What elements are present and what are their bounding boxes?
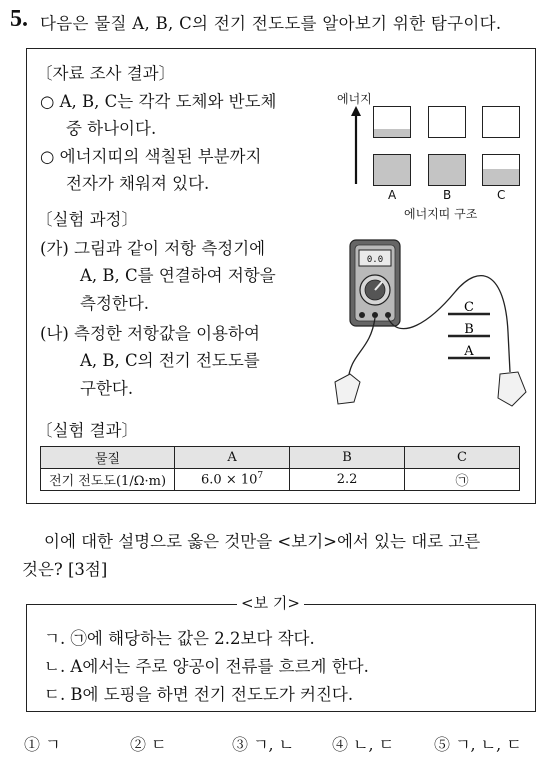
value-a-mantissa: 6.0 × 10	[201, 472, 258, 488]
band-c-lower	[482, 154, 520, 186]
energy-axis-label: 에너지	[337, 92, 372, 106]
results-table	[40, 446, 520, 491]
procedure-step-a-line-1: (가) 그림과 같이 저항 측정기에	[40, 239, 266, 258]
band-label-a: A	[388, 188, 397, 202]
meter-display-text: 0.0	[366, 255, 384, 265]
band-b-lower	[428, 154, 466, 186]
procedure-heading: 〔실험 과정〕	[36, 210, 139, 229]
band-label-c: C	[497, 188, 506, 202]
procedure-step-b-line-3: 구한다.	[80, 379, 134, 398]
value-a-exponent: 7	[257, 471, 264, 482]
prompt-line-2: 것은? [3점]	[22, 560, 108, 579]
band-label-b: B	[443, 188, 452, 202]
band-diagram-caption: 에너지띠 구조	[404, 207, 478, 221]
resistance-meter-illustration	[330, 232, 530, 410]
prompt-line-1: 이에 대한 설명으로 옳은 것만을 <보기>에서 있는 대로 고른	[44, 532, 481, 551]
band-a-upper	[373, 106, 411, 138]
value-b: 2.2	[290, 469, 405, 491]
choice-4[interactable]: ④ ㄴ, ㄷ	[332, 735, 395, 754]
research-bullet-2-line-2: 전자가 채워져 있다.	[66, 174, 210, 193]
procedure-step-a-line-2: A, B, C를 연결하여 저항을	[80, 266, 276, 285]
band-b-upper	[428, 106, 466, 138]
results-header-row	[41, 447, 520, 469]
layer-c-label: C	[464, 300, 474, 315]
question-title: 다음은 물질 A, B, C의 전기 전도도를 알아보기 위한 탐구이다.	[40, 14, 502, 33]
choice-2[interactable]: ② ㄷ	[130, 735, 167, 754]
boki-item-3: ㄷ. B에 도핑을 하면 전기 전도도가 커진다.	[44, 685, 354, 704]
boki-item-1: ㄱ. ㉠에 해당하는 값은 2.2보다 작다.	[44, 629, 315, 648]
header-c: C	[405, 447, 520, 469]
procedure-step-b-line-1: (나) 측정한 저항값을 이용하여	[40, 324, 260, 343]
procedure-step-b-line-2: A, B, C의 전기 전도도를	[80, 351, 260, 370]
research-bullet-1-line-2: 중 하나이다.	[66, 119, 157, 138]
layer-a-label: A	[464, 344, 474, 359]
boki-title: <보 기>	[237, 592, 304, 613]
choice-3[interactable]: ③ ㄱ, ㄴ	[232, 735, 295, 754]
choice-5[interactable]: ⑤ ㄱ, ㄴ, ㄷ	[434, 735, 522, 754]
boki-item-2: ㄴ. A에서는 주로 양공이 전류를 흐르게 한다.	[44, 657, 369, 676]
value-a	[175, 469, 290, 491]
band-c-upper	[482, 106, 520, 138]
header-b: B	[290, 447, 405, 469]
results-heading: 〔실험 결과〕	[36, 421, 139, 440]
header-material: 물질	[41, 447, 175, 469]
energy-arrow	[350, 106, 362, 186]
question-number: 5.	[10, 6, 28, 32]
layer-b-label: B	[464, 322, 474, 337]
header-a: A	[175, 447, 290, 469]
procedure-step-a-line-3: 측정한다.	[80, 294, 150, 313]
band-a-lower	[373, 154, 411, 186]
research-heading: 〔자료 조사 결과〕	[36, 64, 176, 83]
value-c: ㉠	[405, 469, 520, 491]
research-bullet-1-line-1: ○ A, B, C는 각각 도체와 반도체	[40, 92, 277, 111]
results-value-row	[41, 469, 520, 491]
choice-1[interactable]: ① ㄱ	[24, 735, 61, 754]
row-label: 전기 전도도(1/Ω·m)	[41, 469, 175, 491]
research-bullet-2-line-1: ○ 에너지띠의 색칠된 부분까지	[40, 147, 262, 166]
